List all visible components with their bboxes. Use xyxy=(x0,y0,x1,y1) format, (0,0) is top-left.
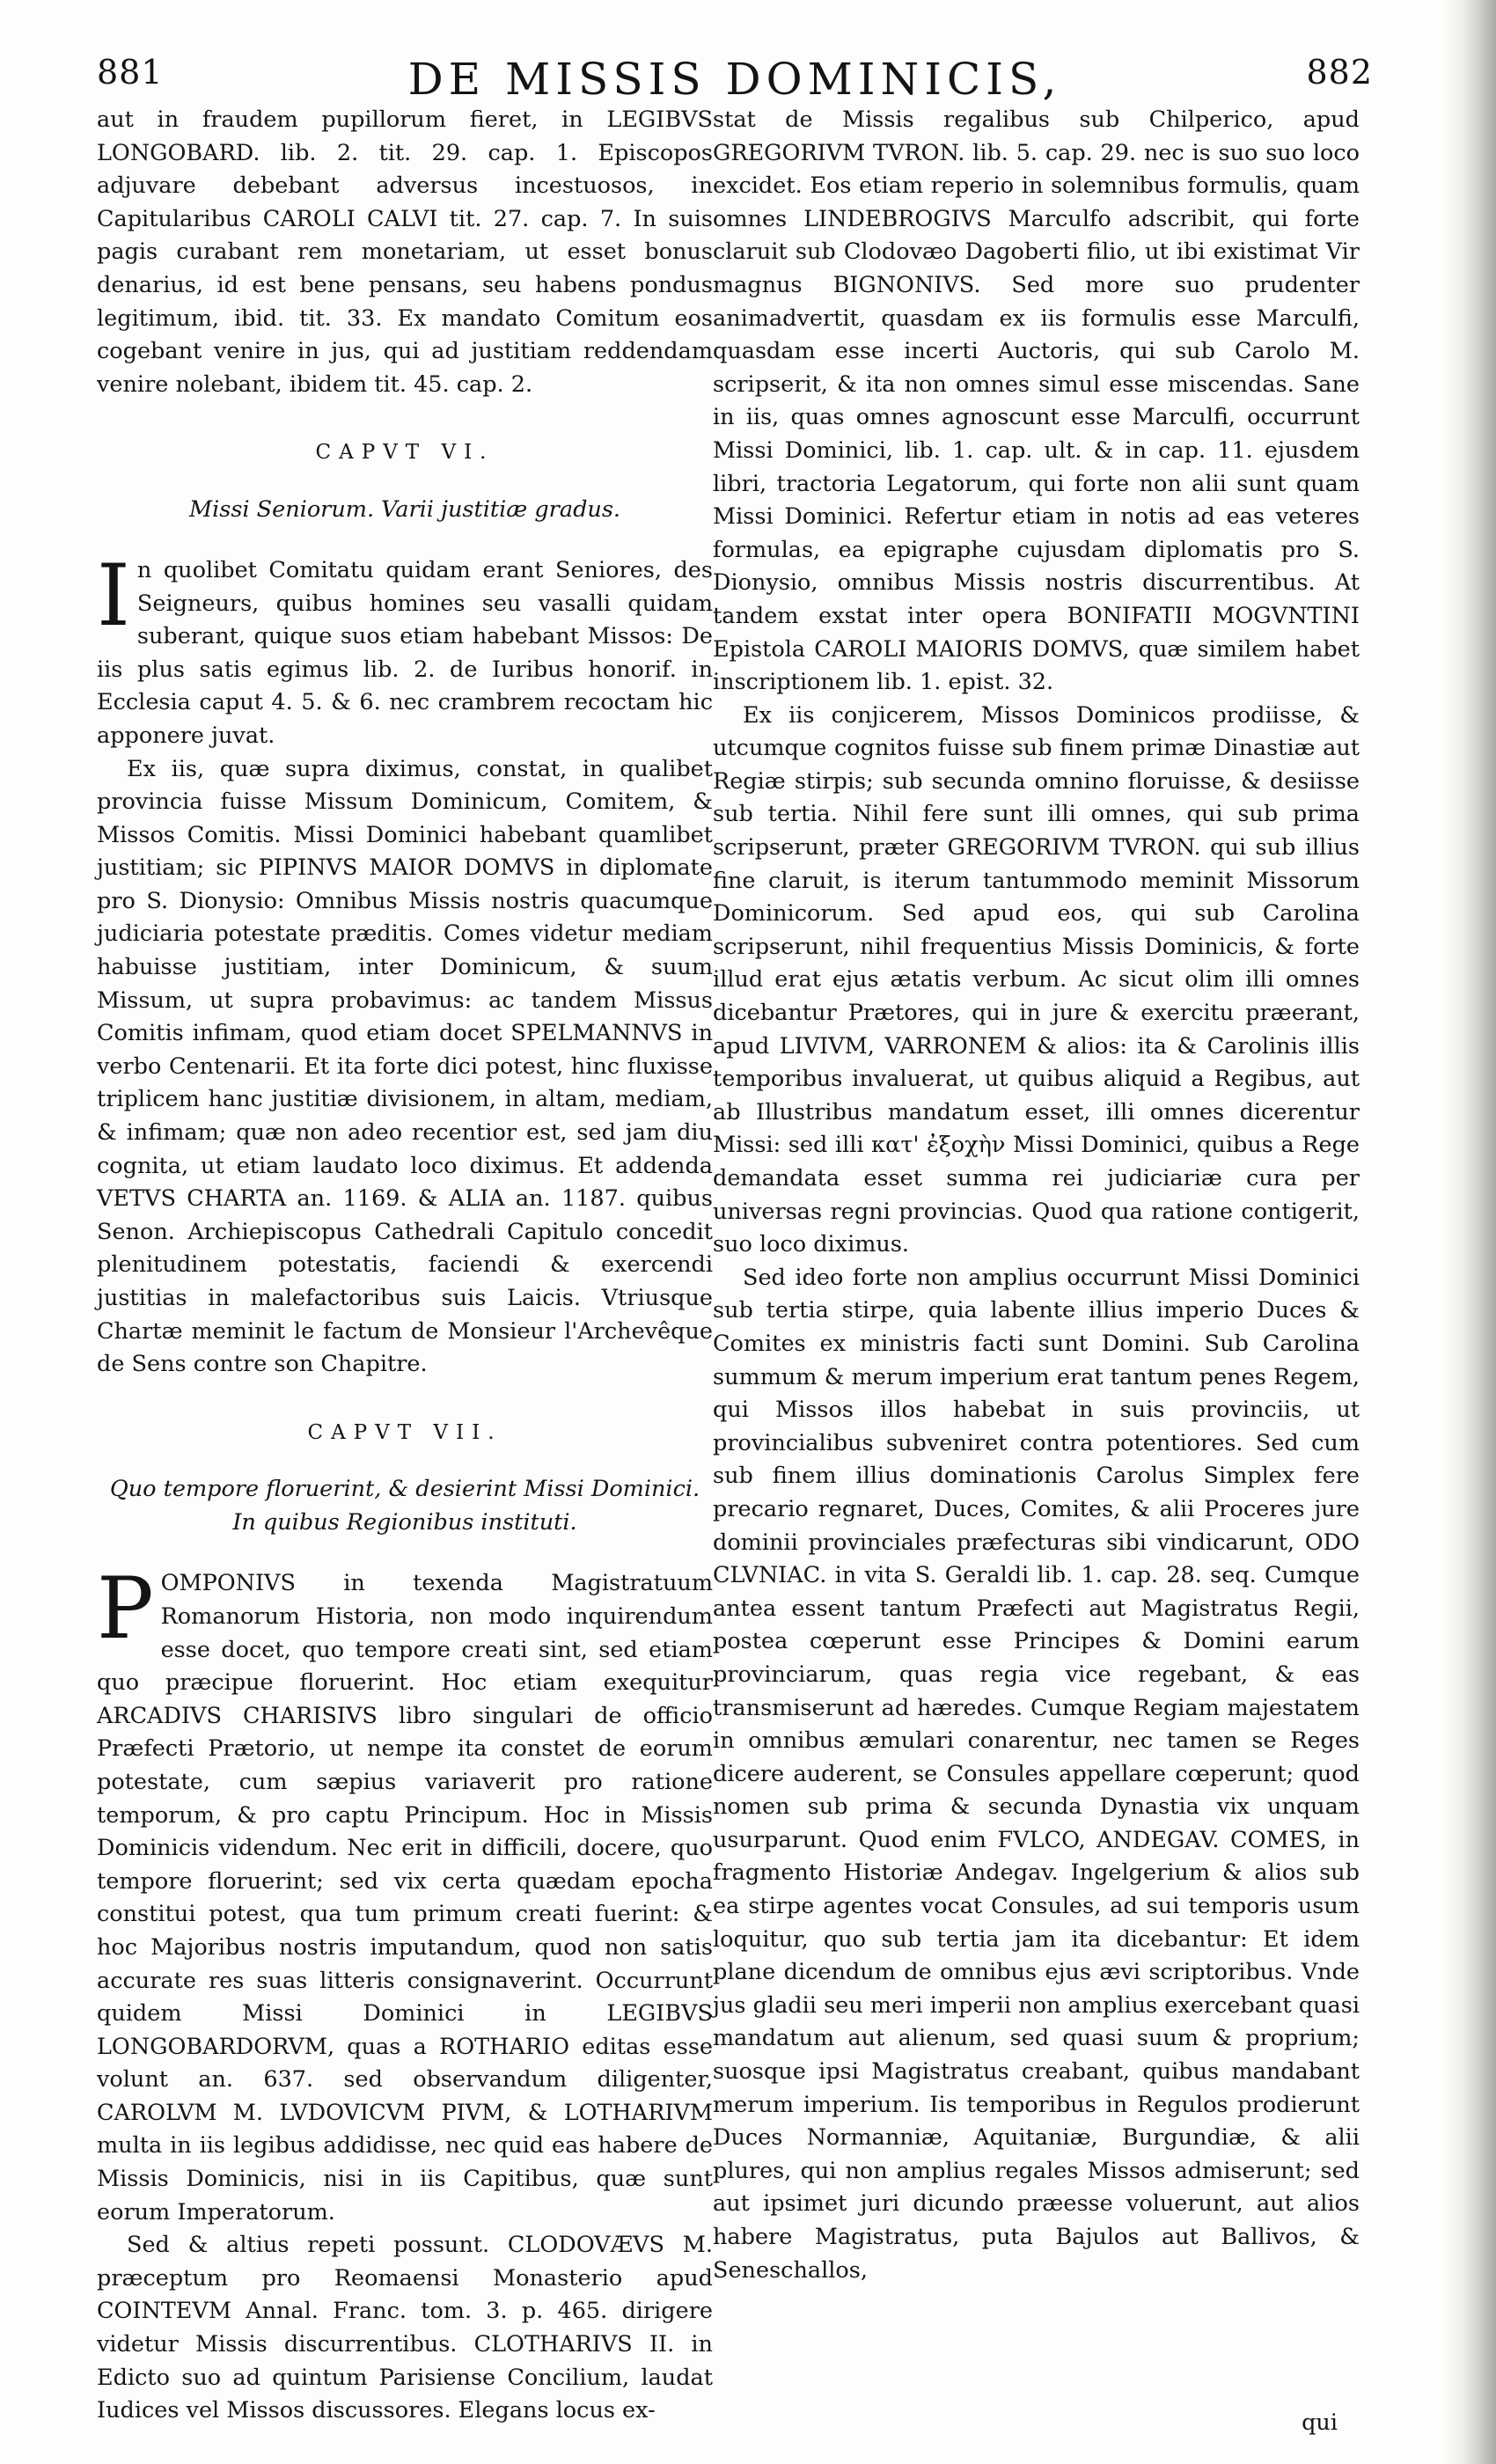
page-number-left: 881 xyxy=(97,53,164,92)
intro-paragraph: aut in fraudem pupillorum fieret, in LEGIBVS LONGOBARD. lib. 2. tit. 29. cap. 1. Episcopos adjuvare debebant adversus incestuosos, in Capitularibus CAROLI CALVI tit. 27. cap. 7. In suis pagis curabant rem monetariam, ut esset bonus denarius, id est bene pensans, seu habens pondus legitimum, ibid. tit. 33. Ex mandato Comitum eos cogebant venire in jus, qui ad justitiam reddendam venire nolebant, ibidem tit. 45. cap. 2. xyxy=(97,106,713,398)
drop-cap-initial: P xyxy=(97,1559,154,1659)
chapter-7-paragraph-1-text: OMPONIVS in texenda Magistratuum Romanorum Historia, non modo inquirendum esse docet, quo tempore creati sint, sed etiam quo præcipue floruerint. Hoc etiam exequitur ARCADIVS CHARISIVS libro singulari de officio Præfecti Prætorio, ut nempe ita constet de eorum potestate, cum sæpius variaverit pro ratione temporum, & pro captu Principum. Hoc in Missis Dominicis videndum. Nec erit in difficili, docere, quo tempore floruerint; sed vix certa quædam epocha constitui potest, qua tum primum creati fuerint: & hoc Majoribus nostris imputandum, quod non satis accurate res suas litteris consignaverint. Occurrunt quidem Missi Dominici in LEGIBVS LONGOBARDORVM, quas a ROTHARIO editas esse volunt an. 637. sed observandum diligenter, CAROLVM M. LVDOVICVM PIVM, & LOTHARIVM multa in iis legibus addidisse, nec quid eas habere de Missis Dominicis, nisi in iis Capitibus, quæ sunt eorum Imperatorum. xyxy=(97,1570,713,2226)
right-paragraph-2: Ex iis conjicerem, Missos Dominicos prodiisse, & utcumque cognitos fuisse sub finem primæ Dinastiæ aut Regiæ stirpis; sub secunda omnino floruisse, & desiisse sub tertia. Nihil fere sunt illi omnes, qui sub prima scripserunt, præter GREGORIVM TVRON. qui sub illius fine claruit, is iterum tantummodo meminit Missorum Dominicorum. Sed apud eos, qui sub Carolina scripserunt, nihil frequentius Missis Dominicis, & forte illud erat ejus ætatis verbum. Ac sicut olim illi omnes dicebantur Prætores, qui in jure & exercitu præerant, apud LIVIVM, VARRONEM & alios: ita & Carolinis illis temporibus invaluerat, ut quibus aliquid a Regibus, aut ab Illustribus mandatum esset, illi omnes dicerentur Missi: sed illi κατ' ἐξοχὴν Missi Dominici, quibus a Rege demandata esset summa rei judiciariæ cura per universas regni provincias. Quod qua ratione contigerit, suo loco diximus. xyxy=(713,701,1360,1258)
chapter-6-subtitle: Missi Seniorum. Varii justitiæ gradus. xyxy=(188,495,621,523)
drop-cap-initial: I xyxy=(97,546,130,645)
chapter-6-heading: CAPVT VI. xyxy=(315,441,495,465)
catchword: qui xyxy=(1302,2409,1338,2436)
right-column xyxy=(713,104,1360,2287)
chapter-7-heading: CAPVT VII. xyxy=(307,1420,502,1444)
right-paragraph-3: Sed ideo forte non amplius occurrunt Missi Dominici sub tertia stirpe, quia labente illius imperio Duces & Comites ex ministris facti sunt Domini. Sub Carolina summum & merum imperium erat tantum penes Regem, qui Missos illos habebat in suis provinciis, ut provincialibus subveniret contra potentiores. Sed cum sub finem illius dominationis Carolus Simplex fere precario regnaret, Duces, Comites, & alii Proceres jure dominii provinciales præfecturas sibi vindicarunt, ODO CLVNIAC. in vita S. Geraldi lib. 1. cap. 28. seq. Cumque antea essent tantum Præfecti aut Magistratus Regii, postea cœperunt esse Principes & Domini earum provinciarum, quas regia vice regebant, & eas transmiserunt ad hæredes. Cumque Regiam majestatem in omnibus æmulari conarentur, nec tamen se Reges dicere auderent, se Consules appellare cœperunt; quod nomen sub prima & secunda Dynastia vix unquam usurparunt. Quod enim FVLCO, ANDEGAV. COMES, in fragmento Historiæ Andegav. Ingelgerium & alios sub ea stirpe agentes vocat Consules, ad sui temporis usum loquitur, quo sub tertia jam ita dicebantur: Et idem plane dicendum de omnibus ejus ævi scriptoribus. Vnde jus gladii seu meri imperii non amplius exercebant quasi mandatum aut alienum, sed quasi suum & proprium; suosque ipsi Magistratus creabant, quibus mandabant merum imperium. Iis temporibus in Regulos prodierunt Duces Normanniæ, Aquitaniæ, Burgundiæ, & alii plures, qui non amplius regales Missos admiserunt; sed aut ipsimet juri dicundo præesse voluerunt, aut alios habere Magistratus, puta Bajulos aut Ballivos, & Seneschallos, xyxy=(713,1264,1360,2284)
chapter-6-paragraph-1-text: n quolibet Comitatu quidam erant Seniores, des Seigneurs, quibus homines seu vasalli quidam suberant, quique suos etiam habebant Missos: De iis plus satis egimus lib. 2. de Iuribus honorif. in Ecclesia caput 4. 5. & 6. nec crambrem recoctam hic apponere juvat. xyxy=(97,556,713,749)
page-number-right: 882 xyxy=(1306,53,1373,92)
binding-shadow xyxy=(1443,0,1496,2464)
running-title: DE MISSIS DOMINICIS, xyxy=(407,54,1062,105)
running-head xyxy=(97,53,1373,106)
chapter-7-subtitle: Quo tempore floruerint, & desierint Missi Dominici. In quibus Regionibus instituti. xyxy=(109,1476,700,1536)
chapter-6-paragraph-2: Ex iis, quæ supra diximus, constat, in qualibet provincia fuisse Missum Dominicum, Comitem, & Missos Comitis. Missi Dominici habebant quamlibet justitiam; sic PIPINVS MAIOR DOMVS in diplomate pro S. Dionysio: Omnibus Missis nostris quacumque judiciaria potestate præditis. Comes videtur mediam habuisse justitiam, inter Dominicum, & suum Missum, ut supra probavimus: ac tandem Missus Comitis infimam, quod etiam docet SPELMANNVS in verbo Centenarii. Et ita forte dici potest, hinc fluxisse triplicem hanc justitiæ divisionem, in altam, mediam, & infimam; quæ non adeo recentior est, sed jam diu cognita, ut etiam laudato loco diximus. Et addenda VETVS CHARTA an. 1169. & ALIA an. 1187. quibus Senon. Archiepiscopus Cathedrali Capitulo concedit plenitudinem potestatis, faciendi & exercendi justitias in malefactoribus suis Laicis. Vtriusque Chartæ meminit le factum de Monsieur l'Archevêque de Sens contre son Chapitre. xyxy=(97,755,713,1378)
chapter-7-paragraph-2: Sed & altius repeti possunt. CLODOVÆVS M. præceptum pro Reomaensi Monasterio apud COINTEVM Annal. Franc. tom. 3. p. 465. dirigere videtur Missis discurrentibus. CLOTHARIVS II. in Edicto suo ad quintum Parisiense Concilium, laudat Iudices vel Missos discussores. Elegans locus ex- xyxy=(97,2232,713,2424)
left-column xyxy=(97,104,713,2428)
right-paragraph-1: stat de Missis regalibus sub Chilperico, apud GREGORIVM TVRON. lib. 5. cap. 29. nec is suo suo loco excidet. Eos etiam reperio in solemnibus formulis, quam omnes LINDEBROGIVS Marculfo adscribit, qui forte claruit sub Clodovæo Dagoberti filio, ut ibi existimat Vir magnus BIGNONIVS. Sed more suo prudenter animadvertit, quasdam ex iis formulis esse Marculfi, quasdam esse incerti Auctoris, qui sub Carolo M. scripserit, & ita non omnes simul esse miscendas. Sane in iis, quas omnes agnoscunt esse Marculfi, occurrunt Missi Dominici, lib. 1. cap. ult. & in cap. 11. ejusdem libri, tractoria Legatorum, qui forte non alii sunt quam Missi Dominici. Refertur etiam in notis ad eas veteres formulas, ea epigraphe cujusdam diplomatis pro S. Dionysio, omnibus Missis nostris discurrentibus. At tandem exstat inter opera BONIFATII MOGVNTINI Epistola CAROLI MAIORIS DOMVS, quæ similem habet inscriptionem lib. 1. epist. 32. xyxy=(713,106,1360,696)
chapter-6-paragraph-1 xyxy=(97,546,713,753)
chapter-7-paragraph-1 xyxy=(97,1559,713,2229)
